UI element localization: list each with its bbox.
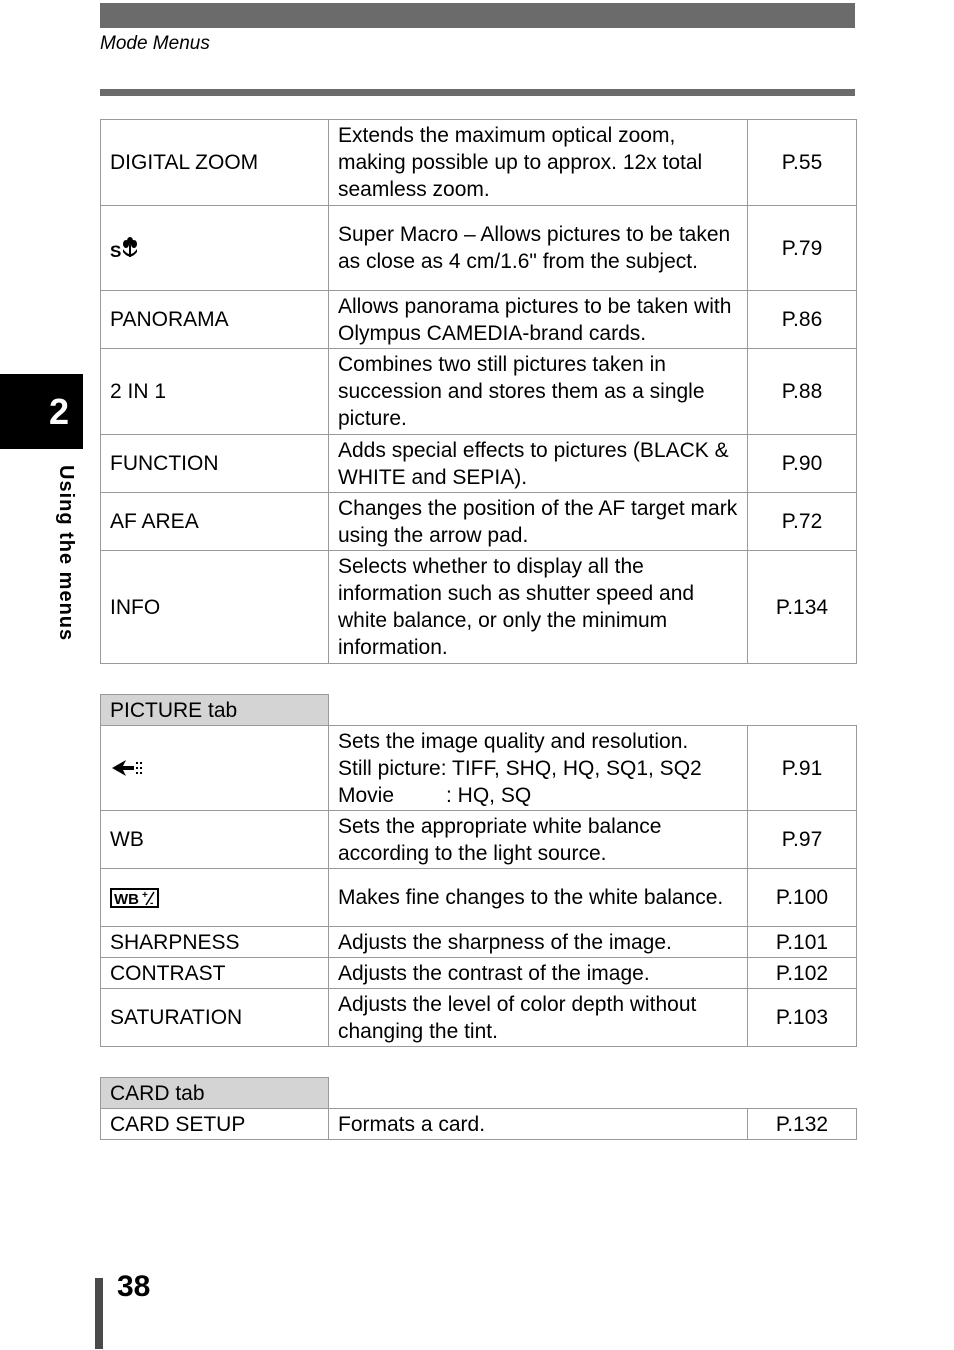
table-row (101, 726, 857, 811)
item-description: Makes fine changes to the white balance. (329, 869, 748, 927)
item-page: P.55 (748, 120, 857, 206)
item-name: SHARPNESS (101, 927, 329, 958)
item-description: Changes the position of the AF target mark using the arrow pad. (329, 493, 748, 551)
item-page: P.91 (748, 726, 857, 811)
header-rule (100, 89, 855, 96)
item-description: Adjusts the contrast of the image. (329, 958, 748, 989)
picture-tab-table (100, 694, 857, 1047)
table-row (101, 349, 857, 435)
item-page: P.90 (748, 435, 857, 493)
table-row (101, 435, 857, 493)
item-description: Adjusts the level of color depth without changing the tint. (329, 989, 748, 1047)
item-name: FUNCTION (101, 435, 329, 493)
still-label: Still picture (338, 756, 441, 780)
item-icon-cell (101, 726, 329, 811)
item-description: Combines two still pictures taken in succession and stores them as a single picture. (329, 349, 748, 435)
image-quality-icon (110, 757, 319, 779)
item-name: AF AREA (101, 493, 329, 551)
item-description: Selects whether to display all the information such as shutter speed and white balance, or only the minimum information. (329, 551, 748, 664)
item-description: Super Macro – Allows pictures to be taken as close as 4 cm/1.6" from the subject. (329, 206, 748, 291)
item-page: P.100 (748, 869, 857, 927)
quality-line: Sets the image quality and resolution. (338, 729, 689, 753)
item-name: WB (101, 811, 329, 869)
item-description (329, 726, 748, 811)
table-row (101, 120, 857, 206)
svg-text:+: + (142, 889, 148, 901)
movie-line (338, 782, 738, 809)
tab-header-row (101, 695, 857, 726)
item-name: CONTRAST (101, 958, 329, 989)
item-page: P.86 (748, 291, 857, 349)
item-name: SATURATION (101, 989, 329, 1047)
tab-header-row (101, 1078, 857, 1109)
item-page: P.88 (748, 349, 857, 435)
item-page: P.72 (748, 493, 857, 551)
table-row (101, 493, 857, 551)
item-name: PANORAMA (101, 291, 329, 349)
movie-label: Movie (338, 783, 395, 807)
table-row (101, 811, 857, 869)
table-row (101, 927, 857, 958)
super-macro-icon (110, 237, 319, 259)
table-row (101, 958, 857, 989)
card-tab-table (100, 1077, 857, 1140)
movie-value: : HQ, SQ (446, 783, 532, 807)
table-row (101, 1109, 857, 1140)
svg-text:WB: WB (114, 890, 139, 908)
item-icon-cell (101, 206, 329, 291)
table-row (101, 291, 857, 349)
item-page: P.101 (748, 927, 857, 958)
chapter-number: 2 (48, 390, 70, 432)
page-number-bar (95, 1278, 103, 1349)
table-row (101, 551, 857, 664)
svg-text:-: - (150, 897, 154, 909)
item-icon-cell (101, 869, 329, 927)
section-title: Mode Menus (100, 33, 210, 54)
item-description: Extends the maximum optical zoom, making possible up to approx. 12x total seamless zoom. (329, 120, 748, 206)
wb-adjust-icon (110, 887, 319, 909)
item-name: DIGITAL ZOOM (101, 120, 329, 206)
item-name: CARD SETUP (101, 1109, 329, 1140)
item-page: P.132 (748, 1109, 857, 1140)
still-picture-line (338, 755, 738, 782)
table-row (101, 206, 857, 291)
item-description: Adds special effects to pictures (BLACK & WHITE and SEPIA). (329, 435, 748, 493)
item-page: P.79 (748, 206, 857, 291)
table-row (101, 869, 857, 927)
header-bar (100, 3, 855, 28)
page-number: 38 (117, 1270, 151, 1303)
card-tab-title: CARD tab (101, 1078, 329, 1109)
item-description: Adjusts the sharpness of the image. (329, 927, 748, 958)
item-name: 2 IN 1 (101, 349, 329, 435)
mode-menu-table (100, 119, 857, 664)
item-page: P.102 (748, 958, 857, 989)
item-page: P.134 (748, 551, 857, 664)
picture-tab-title: PICTURE tab (101, 695, 329, 726)
table-row (101, 989, 857, 1047)
chapter-label: Using the menus (55, 465, 77, 642)
item-page: P.97 (748, 811, 857, 869)
item-description: Formats a card. (329, 1109, 748, 1140)
item-name: INFO (101, 551, 329, 664)
svg-text:S: S (110, 242, 122, 259)
still-value: : TIFF, SHQ, HQ, SQ1, SQ2 (440, 756, 702, 780)
item-description: Sets the appropriate white balance according to the light source. (329, 811, 748, 869)
item-description: Allows panorama pictures to be taken with Olympus CAMEDIA-brand cards. (329, 291, 748, 349)
item-page: P.103 (748, 989, 857, 1047)
